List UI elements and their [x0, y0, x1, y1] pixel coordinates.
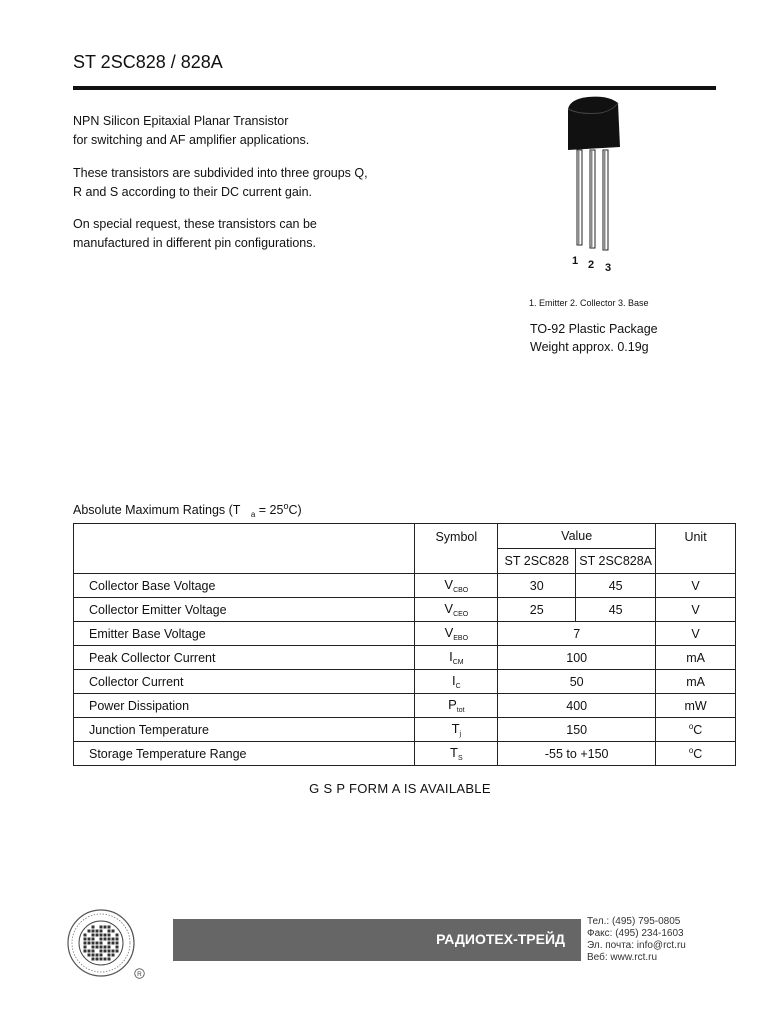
unit-text: V [691, 578, 700, 593]
ratings-title-suffix: C) [288, 503, 302, 518]
symbol-letter: P [448, 697, 457, 712]
package-type: TO-92 Plastic Package [530, 322, 658, 336]
parameter-cell: Emitter Base Voltage [74, 622, 415, 646]
table-row [74, 622, 736, 646]
symbol-cell [415, 646, 498, 670]
symbol-cell [415, 694, 498, 718]
unit-cell [656, 670, 736, 694]
symbol-subscript: CM [452, 659, 464, 666]
value-2sc828-cell: 30 [498, 574, 576, 598]
page-title: ST 2SC828 / 828A [73, 52, 223, 72]
parameter-cell: Collector Emitter Voltage [74, 598, 415, 622]
symbol-cell [415, 598, 498, 622]
unit-cell [656, 574, 736, 598]
header-col-2sc828: ST 2SC828 [498, 549, 576, 574]
unit-cell [656, 742, 736, 766]
header-unit: Unit [656, 524, 736, 574]
symbol-cell [415, 670, 498, 694]
symbol-subscript: tot [456, 707, 465, 714]
unit-cell [656, 718, 736, 742]
table-row [74, 718, 736, 742]
unit-text: mW [684, 698, 707, 713]
description-line-2: for switching and AF amplifier applications. [73, 132, 310, 147]
header-symbol: Symbol [415, 524, 498, 574]
unit-cell [656, 622, 736, 646]
pin-legend: 1. Emitter 2. Collector 3. Base [529, 298, 649, 308]
unit-text: mA [686, 650, 705, 665]
parameter-cell: Collector Current [74, 670, 415, 694]
symbol-subscript: S [457, 755, 463, 762]
description-special [73, 215, 391, 252]
contact-web[interactable]: Веб: www.rct.ru [587, 952, 658, 963]
value-2sc828a-cell: 45 [576, 598, 656, 622]
value-cell: -55 to +150 [498, 742, 656, 766]
company-logo [66, 908, 136, 978]
value-2sc828-cell: 25 [498, 598, 576, 622]
ratings-title-subscript: a [250, 510, 256, 520]
description-line-1: NPN Silicon Epitaxial Planar Transistor [73, 114, 289, 128]
unit-text: mA [686, 674, 705, 689]
description-intro [73, 112, 391, 149]
symbol-letter: V [444, 577, 454, 592]
to92-package-drawing [560, 95, 630, 280]
value-cell: 100 [498, 646, 656, 670]
symbol-subscript: CBO [453, 587, 469, 594]
pin-2-label: 2 [588, 259, 595, 271]
symbol-subscript: CEO [453, 611, 469, 618]
table-row [74, 742, 736, 766]
symbol-cell [415, 622, 498, 646]
unit-text: V [691, 626, 700, 641]
table-row [74, 574, 736, 598]
symbol-cell [415, 574, 498, 598]
header-value: Value [498, 524, 656, 549]
symbol-letter: T [451, 721, 460, 736]
description-groups-line-1: These transistors are subdivided into three groups Q, [73, 166, 368, 180]
table-row [74, 598, 736, 622]
symbol-cell [415, 742, 498, 766]
ratings-title [73, 501, 302, 519]
table-row [74, 694, 736, 718]
value-cell: 150 [498, 718, 656, 742]
description-groups [73, 164, 391, 201]
ratings-title-degree: o [283, 501, 289, 511]
pin-3-label: 3 [605, 262, 612, 274]
value-cell: 7 [498, 622, 656, 646]
degree-sign: o [688, 746, 694, 755]
table-row [74, 670, 736, 694]
value-2sc828a-cell: 45 [576, 574, 656, 598]
parameter-cell: Collector Base Voltage [74, 574, 415, 598]
symbol-subscript: j [459, 731, 462, 738]
description-special-line-1: On special request, these transistors can be [73, 217, 317, 231]
pin-1-label: 1 [572, 255, 579, 267]
unit-text: C [693, 723, 703, 737]
company-name: РАДИОТЕХ-ТРЕЙД [436, 931, 565, 947]
value-cell: 50 [498, 670, 656, 694]
description-groups-line-2: R and S according to their DC current gain. [73, 184, 313, 199]
package-info [530, 320, 658, 356]
table-row [74, 646, 736, 670]
parameter-cell: Peak Collector Current [74, 646, 415, 670]
unit-text: C [693, 747, 703, 761]
ratings-title-prefix: Absolute Maximum Ratings (T [73, 503, 241, 518]
header-col-2sc828a: ST 2SC828A [576, 549, 656, 574]
contact-email[interactable]: Эл. почта: info@rct.ru [587, 940, 686, 951]
symbol-letter: V [444, 625, 454, 640]
symbol-letter: V [444, 601, 454, 616]
parameter-cell: Junction Temperature [74, 718, 415, 742]
gsp-note: G S P FORM A IS AVAILABLE [309, 781, 491, 796]
header-parameter [74, 524, 415, 574]
unit-cell [656, 598, 736, 622]
contact-info [587, 916, 686, 964]
symbol-cell [415, 718, 498, 742]
footer-bar [173, 919, 581, 961]
degree-sign: o [688, 722, 694, 731]
symbol-letter: I [451, 673, 456, 688]
description-special-line-2: manufactured in different pin configurations. [73, 235, 316, 250]
contact-phone: Тел.: (495) 795-0805 [587, 916, 681, 927]
svg-text:R: R [137, 970, 142, 978]
title-rule [73, 86, 716, 90]
package-weight: Weight approx. 0.19g [530, 340, 649, 354]
unit-cell [656, 694, 736, 718]
ratings-table [73, 523, 736, 766]
parameter-cell: Storage Temperature Range [74, 742, 415, 766]
registered-mark-icon [134, 968, 145, 979]
symbol-subscript: EBO [453, 635, 469, 642]
parameter-cell: Power Dissipation [74, 694, 415, 718]
symbol-letter: T [450, 745, 458, 760]
unit-cell [656, 646, 736, 670]
unit-text: V [691, 602, 700, 617]
symbol-subscript: C [455, 683, 461, 690]
value-cell: 400 [498, 694, 656, 718]
ratings-title-mid: = 25 [255, 503, 284, 518]
table-header-row [74, 524, 736, 549]
contact-fax: Факс: (495) 234-1603 [587, 928, 684, 939]
symbol-letter: I [449, 649, 453, 664]
